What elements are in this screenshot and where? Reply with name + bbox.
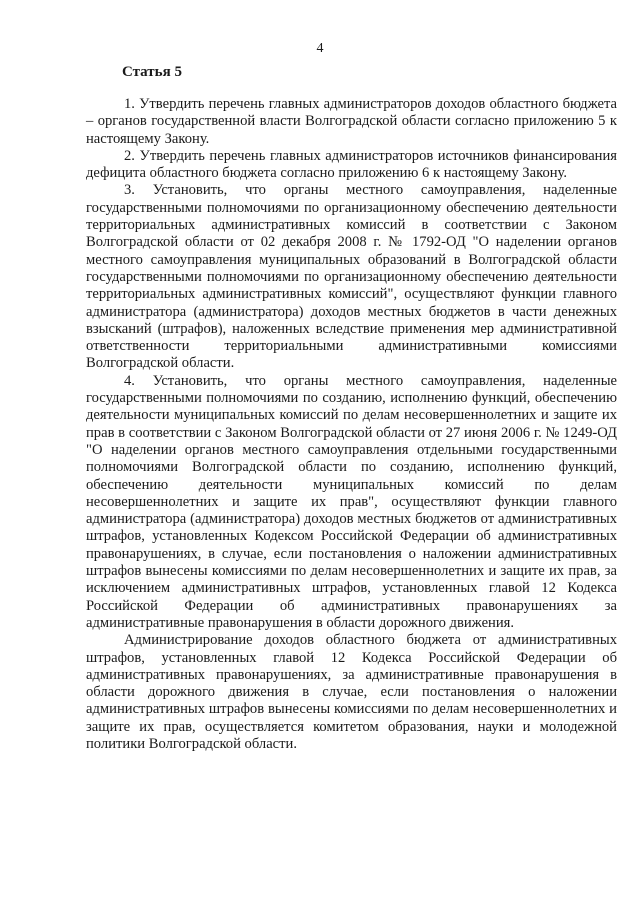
article-heading: Статья 5 <box>122 64 182 80</box>
paragraph-5: Администрирование доходов областного бюджета от административных штрафов, установленных главой 12 Кодекса Российской Федерации об административных правонарушениях, за административные правонарушения в области дорожного движения в случае, если постановления о наложении административных штрафов вынесены комиссиями по делам несовершеннолетних и защите их прав, осуществляется комитетом образования, науки и молодежной политики Волгоградской области. <box>86 632 617 752</box>
paragraph-3: 3. Установить, что органы местного самоуправления, наделенные государственными полномочиями по организационному обеспечению деятельности территориальных административных комиссий в соответствии с Законом Волгоградской области от 02 декабря 2008 г. № 1792-ОД "О наделении органов местного самоуправления муниципальных образований в Волгоградской области государственными полномочиями по организационному обеспечению деятельности территориальных административных комиссий", осуществляют функции главного администратора (администратора) доходов местных бюджетов в части денежных взысканий (штрафов), наложенных вследствие применения мер административной ответственности территориальными административными комиссиями Волгоградской области. <box>86 182 617 372</box>
paragraph-1: 1. Утвердить перечень главных администраторов доходов областного бюджета – органов государственной власти Волгоградской области согласно приложению 5 к настоящему Закону. <box>86 96 617 147</box>
paragraph-2: 2. Утвердить перечень главных администраторов источников финансирования дефицита областного бюджета согласно приложению 6 к настоящему Закону. <box>86 147 617 182</box>
paragraph-4: 4. Установить, что органы местного самоуправления, наделенные государственными полномочиями по созданию, исполнению функций, обеспечению деятельности муниципальных комиссий по делам несовершеннолетних и защите их прав в соответствии с Законом Волгоградской области от 27 июня 2006 г. № 1249-ОД "О наделении органов местного самоуправления отдельными государственными полномочиями Волгоградской области по созданию, исполнению функций, обеспечению деятельности муниципальных комиссий по делам несовершеннолетних и защите их прав", осуществляют функции главного администратора (администратора) доходов местных бюджетов от административных штрафов, установленных Кодексом Российской Федерации об административных правонарушениях, в случае, если постановления о наложении административных штрафов вынесены комиссиями по делам несовершеннолетних и защите их прав, за исключением административных штрафов, установленных главой 12 Кодекса Российской Федерации об административных правонарушениях за административные правонарушения в области дорожного движения. <box>86 372 617 631</box>
article-body <box>86 96 617 753</box>
page-number: 4 <box>316 41 324 56</box>
